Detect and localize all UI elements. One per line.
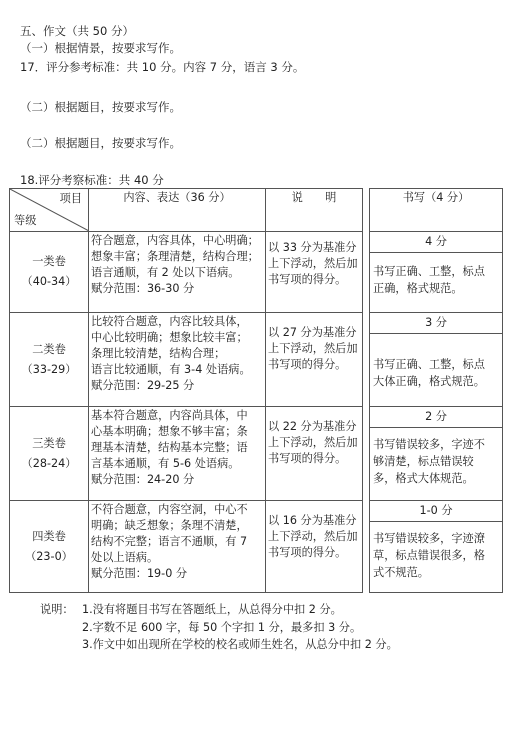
explain-cell: 以 16 分为基准分 上下浮动，然后加 书写项的得分。 [266,501,363,593]
column-gap [363,189,370,232]
explain-cell: 以 33 分为基准分 上下浮动，然后加 书写项的得分。 [266,232,363,313]
part-two-heading-repeat: （二）根据题目，按要求写作。 [20,136,181,150]
section-title: 五、作文（共 50 分） [20,24,134,38]
table-row [10,232,503,313]
writing-cell: 3 分 书写正确、工整，标点 大体正确，格式规范。 [370,313,503,407]
explain-cell: 以 22 分为基准分 上下浮动，然后加 书写项的得分。 [266,407,363,501]
part-one-heading: （一）根据情景，按要求写作。 [20,41,181,55]
corner-cell [10,189,89,232]
content-cell: 符合题意，内容具体，中心明确； 想象丰富；条理清楚，结构合理； 语言通顺，有 2 处以下语病。 赋分范围：36-30 分 [89,232,266,313]
note-1: 1.没有将题目书写在答题纸上，从总得分中扣 2 分。 [82,603,342,616]
level-cell: 二类卷 （33-29） [10,313,89,407]
question-17-criteria: 17．评分参考标准：共 10 分。内容 7 分，语言 3 分。 [20,60,305,74]
note-2: 2.字数不足 600 字，每 50 个字扣 1 分，最多扣 3 分。 [82,621,362,634]
explain-cell: 以 27 分为基准分 上下浮动，然后加 书写项的得分。 [266,313,363,407]
explain-column-header: 说 明 [266,189,363,232]
grading-table [9,188,503,593]
writing-column-header: 书写（4 分） [370,189,503,232]
table-row [10,501,503,593]
content-cell: 不符合题意，内容空洞，中心不 明确；缺乏想象；条理不清楚， 结构不完整；语言不通顺，有 7 处以上语病。 赋分范围：19-0 分 [89,501,266,593]
level-cell: 三类卷 （28-24） [10,407,89,501]
content-cell: 比较符合题意，内容比较具体， 中心比较明确；想象比较丰富； 条理比较清楚，结构合理； 语言比较通顺，有 3-4 处语病。 赋分范围：29-25 分 [89,313,266,407]
question-18-criteria: 18.评分考察标准：共 40 分 [20,173,164,187]
note-3: 3.作文中如出现所在学校的校名或师生姓名，从总分中扣 2 分。 [82,638,398,651]
content-cell: 基本符合题意，内容尚具体，中 心基本明确；想象不够丰富；条 理基本清楚，结构基本完整；语 言基本通顺，有 5-6 处语病。 赋分范围：24-20 分 [89,407,266,501]
notes-label: 说明： [40,603,74,616]
part-two-heading: （二）根据题目，按要求写作。 [20,100,181,114]
corner-top-label: 项目 [59,192,82,205]
writing-cell: 2 分 书写错误较多，字迹不 够清楚，标点错误较 多，格式大体规范。 [370,407,503,501]
table-row [10,313,503,407]
table-row [10,407,503,501]
writing-cell: 1-0 分 书写错误较多，字迹潦 草，标点错误很多，格 式不规范。 [370,501,503,593]
writing-cell: 4 分 书写正确、工整，标点 正确，格式规范。 [370,232,503,313]
content-column-header: 内容、表达（36 分） [89,189,266,232]
level-cell: 四类卷 （23-0） [10,501,89,593]
level-cell: 一类卷 （40-34） [10,232,89,313]
corner-bottom-label: 等级 [14,214,37,227]
table-header-row [10,189,503,232]
